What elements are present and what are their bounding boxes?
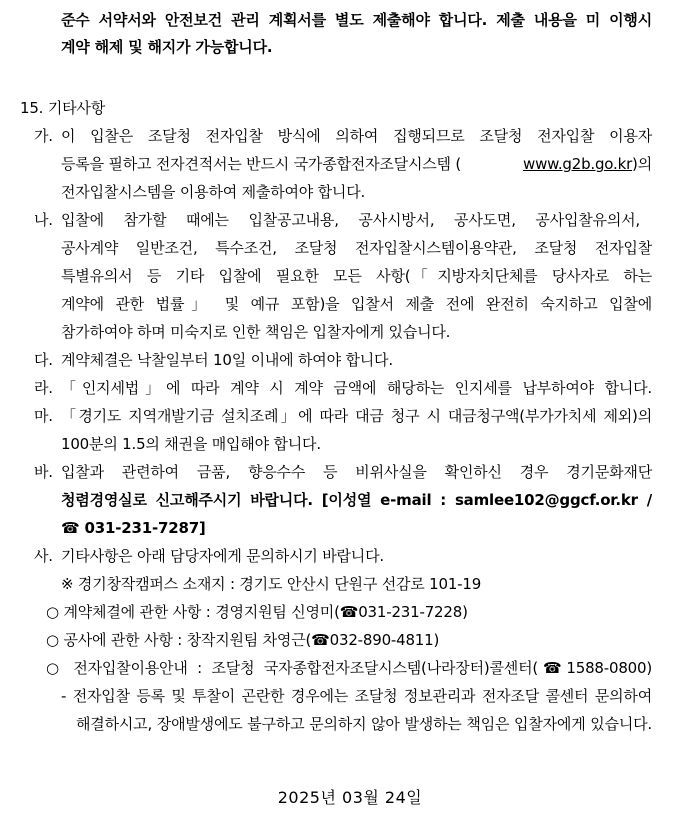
contact-item: ○ 계약체결에 관한 사항 : 경영지원팀 신영미(☎031-231-7228) bbox=[46, 603, 468, 621]
text-segment: 등록을 필하고 전자견적서는 반드시 국가종합전자조달시스템 ( bbox=[61, 155, 462, 173]
document-date: 2025년 03월 24일 bbox=[277, 788, 423, 807]
item-marker: 사. bbox=[34, 547, 53, 565]
body-text-line: 해결하시고, 장애발생에도 불구하고 문의하지 않아 발생하는 책임은 입찰자에게 있습니다. bbox=[76, 715, 652, 733]
body-text-line: 100분의 1.5의 채권을 매입해야 합니다. bbox=[61, 435, 321, 453]
body-text-line: 계약에 관한 법률」 및 예규 포함)을 입찰서 제출 전에 완전히 숙지하고 입찰에 bbox=[61, 295, 652, 313]
section-title: 15. 기타사항 bbox=[20, 99, 105, 117]
body-text-line: 이 입찰은 조달청 전자입찰 방식에 의하여 집행되므로 조달청 전자입찰 이용자 bbox=[61, 127, 652, 145]
body-text-line: 입찰과 관련하여 금품, 향응수수 등 비위사실을 확인하신 경우 경기문화재단 bbox=[61, 463, 652, 481]
item-marker: 라. bbox=[34, 379, 53, 397]
body-text-line: 「인지세법」에 따라 계약 시 계약 금액에 해당하는 인지세를 납부하여야 합니다. bbox=[61, 379, 652, 397]
contact-phone-line: ☎ 031-231-7287] bbox=[61, 519, 206, 537]
body-text-line: 「경기도 지역개발기금 설치조례」에 따라 대금 청구 시 대금청구액(부가가치세 제외)의 bbox=[61, 407, 652, 425]
contact-email-line: 청렴경영실로 신고해주시기 바랍니다. [이성열 e-mail : samlee102@ggcf.or.kr / bbox=[61, 491, 652, 509]
body-text-line: 계약체결은 낙찰일부터 10일 이내에 하여야 합니다. bbox=[61, 351, 393, 369]
item-marker: 가. bbox=[34, 127, 53, 145]
contact-item: ○ 전자입찰이용안내 : 조달청 국자종합전자조달시스템(나라장터)콜센터(☎1588-0800) bbox=[46, 659, 652, 677]
contact-item: ○ 공사에 관한 사항 : 창작지원팀 차영근(☎032-890-4811) bbox=[46, 631, 440, 649]
body-text-line: 계약 해제 및 해지가 가능합니다. bbox=[61, 38, 273, 56]
body-text-line: - 전자입찰 등록 및 투찰이 곤란한 경우에는 조달청 정보관리과 전자조달 콜센터 문의하여 bbox=[61, 687, 652, 705]
location-note: ※ 경기창작캠퍼스 소재지 : 경기도 안산시 단원구 선감로 101-19 bbox=[61, 575, 482, 593]
body-text-line bbox=[61, 154, 652, 174]
item-marker: 나. bbox=[34, 211, 53, 229]
text-segment: )의 bbox=[632, 155, 652, 173]
body-text-line: 기타사항은 아래 담당자에게 문의하시기 바랍니다. bbox=[61, 547, 384, 565]
item-marker: 마. bbox=[34, 407, 53, 425]
body-text-line: 공사계약 일반조건, 특수조건, 조달청 전자입찰시스템이용약관, 조달청 전자입찰 bbox=[61, 239, 652, 257]
body-text-line: 특별유의서 등 기타 입찰에 필요한 모든 사항(「지방자치단체를 당사자로 하는 bbox=[61, 267, 652, 285]
item-marker: 바. bbox=[34, 463, 53, 481]
body-text-line: 전자입찰시스템을 이용하여 제출하여야 합니다. bbox=[61, 183, 366, 201]
body-text-line: 준수 서약서와 안전보건 관리 계획서를 별도 제출해야 합니다. 제출 내용을 미 이행시 bbox=[61, 11, 652, 29]
body-text-line: 입찰에 참가할 때에는 입찰공고내용, 공사시방서, 공사도면, 공사입찰유의서, bbox=[61, 211, 640, 229]
item-marker: 다. bbox=[34, 351, 53, 369]
body-text-line: 참가하여야 하며 미숙지로 인한 책임은 입찰자에게 있습니다. bbox=[61, 323, 451, 341]
g2b-link[interactable]: www.g2b.go.kr bbox=[523, 155, 633, 173]
